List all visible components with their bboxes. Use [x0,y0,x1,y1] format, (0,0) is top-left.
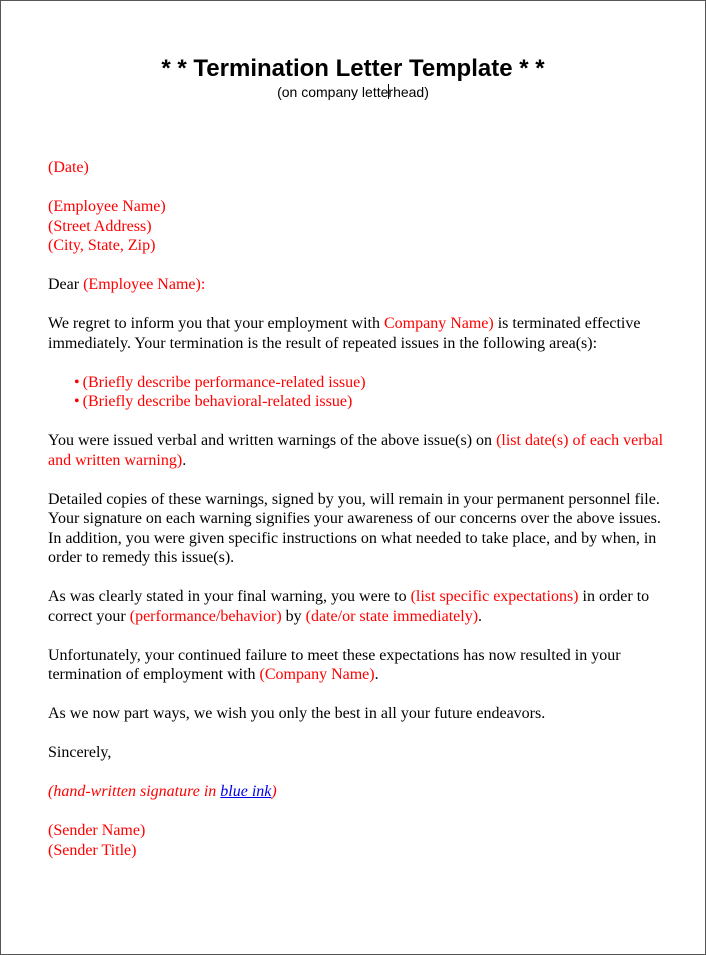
paragraph-warning-copies: Detailed copies of these warnings, signed by you, will remain in your permanent personnel file. Your signature on each warning signifies your awareness of our concerns over the above issues. In addition, you were given specific instructions on what needed to take place, and by when, in order to remedy this issue(s). [48,490,661,566]
issue-item-behavioral: • (Briefly describe behavioral-related issue) [74,392,668,412]
para4-text-b: in order to correct your [48,588,650,625]
para1-text-a: We regret to inform you that your employment with [48,315,384,332]
recipient-name: (Employee Name) [48,198,166,215]
date-line [48,158,668,178]
document-title: * * Termination Letter Template * * [161,55,545,82]
para4-text-d: . [478,607,483,625]
signature-line [48,782,668,802]
salutation-prefix: Dear [48,276,84,293]
closing: Sincerely, [48,744,112,761]
para2-warning-dates: (list date(s) of each verbal and written warning) [48,432,664,469]
salutation [48,275,668,295]
document-subtitle [1,83,705,101]
recipient-address [48,197,668,256]
para4-deadline: (date/or state immediately) [305,607,479,625]
salutation-name: (Employee Name): [83,276,206,293]
sender-block [48,821,668,860]
paragraph-final-warning [48,587,668,626]
para5-text-a: Unfortunately, your continued failure to meet these expectations has now resulted in your termination of employment with [48,646,621,683]
para1-company-name: Company Name) [383,315,494,332]
subtitle-text-end: rhead) [388,84,429,100]
recipient-city-state-zip: (City, State, Zip) [48,237,156,254]
para1-text-b: is terminated effective immediately. Your termination is the result of repeated issues in the following area(s): [48,315,641,352]
para2-text-a: You were issued verbal and written warnings of the above issue(s) on [48,432,497,449]
recipient-street: (Street Address) [48,217,152,235]
issue-list [48,373,668,412]
para4-text-c: by [281,607,306,625]
para4-expectations: (list specific expectations) [410,588,579,605]
issue-item-performance: • (Briefly describe performance-related issue) [74,373,668,393]
date-placeholder: (Date) [48,159,89,176]
para5-text-b: . [374,666,379,683]
para5-company-name: (Company Name) [259,666,375,683]
paragraph-termination-notice [48,314,668,353]
sender-name: (Sender Name) [48,822,146,839]
para4-text-a: As was clearly stated in your final warning, you were to [48,588,411,605]
subtitle-text-start: (on company lette [277,84,389,100]
para2-text-b: . [182,451,187,469]
paragraph-warnings [48,431,668,470]
paragraph-farewell: As we now part ways, we wish you only the best in all your future endeavors. [48,705,546,722]
signature-text-b: ) [271,783,277,800]
sender-title: (Sender Title) [48,841,137,859]
blue-ink-link[interactable]: blue ink [220,783,272,800]
para4-area: (performance/behavior) [129,607,282,625]
signature-text-a: (hand-written signature in [48,783,221,800]
letter-body [48,158,668,880]
paragraph-termination-result [48,646,668,685]
